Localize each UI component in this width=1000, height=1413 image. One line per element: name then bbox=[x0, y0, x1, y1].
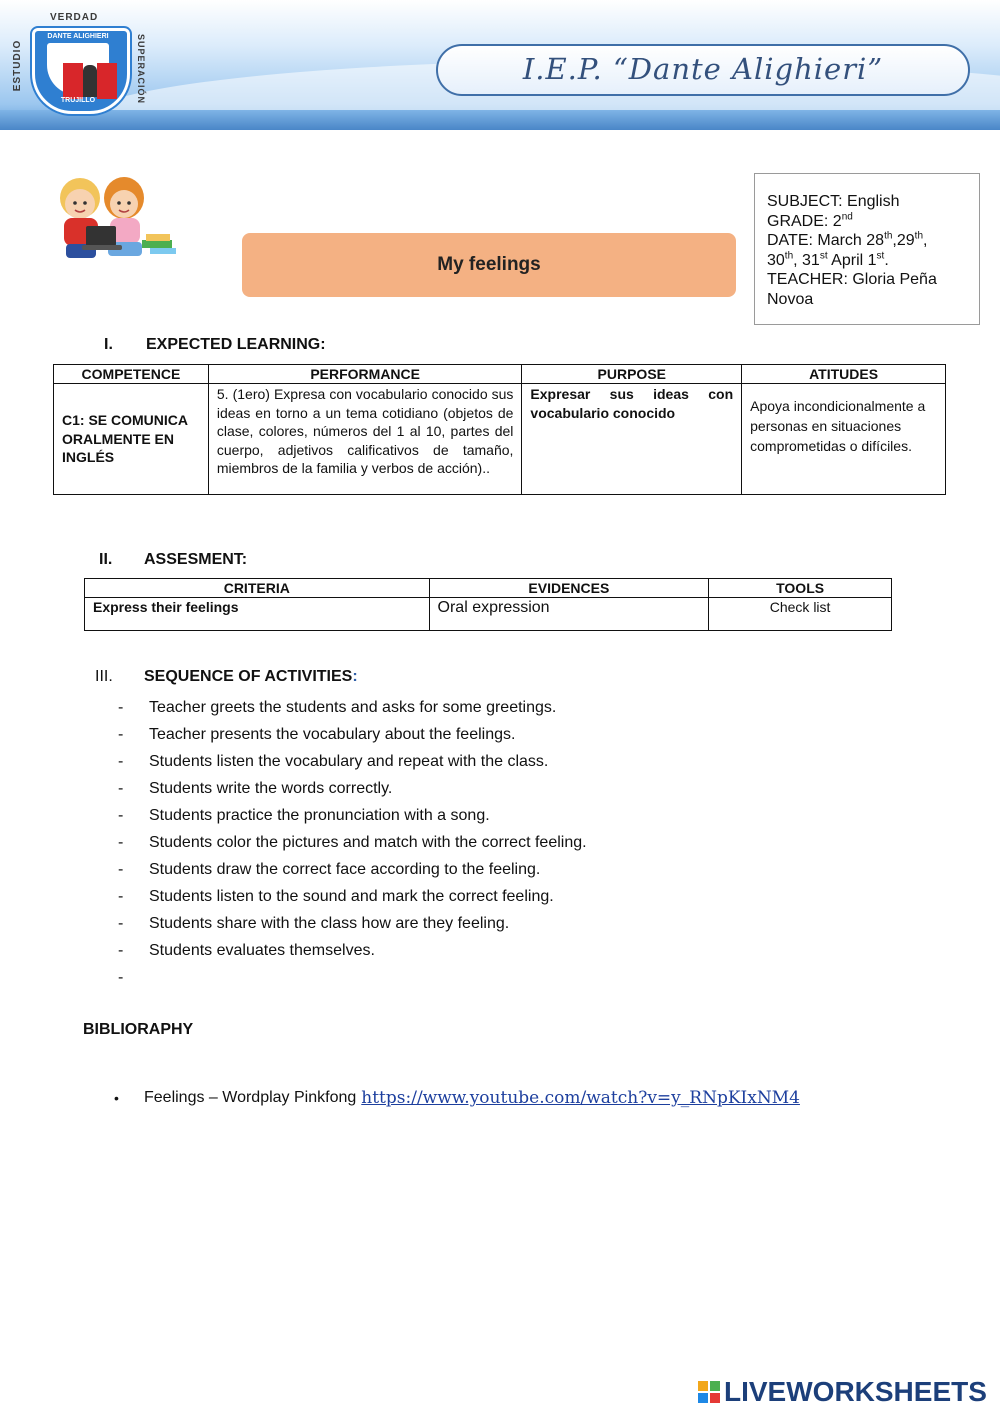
school-name: I.E.P. “Dante Alighieri” bbox=[522, 52, 884, 86]
table-header: ATITUDES bbox=[742, 365, 946, 384]
bullet: • bbox=[114, 1090, 119, 1106]
list-item: - Students listen to the sound and mark the correct feeling. bbox=[118, 888, 554, 906]
grade-line: GRADE: 2nd bbox=[767, 211, 853, 230]
date-line: DATE: March 28th,29th, bbox=[767, 230, 928, 249]
lesson-title: My feelings bbox=[437, 254, 541, 275]
attitudes-cell: Apoya incondicionalmente a personas en situaciones comprometidas o difíciles. bbox=[742, 384, 946, 495]
lesson-title-box bbox=[242, 233, 736, 297]
table-header: CRITERIA bbox=[85, 579, 430, 598]
section-heading-assessment bbox=[99, 551, 247, 569]
bibliography-text: Feelings – Wordplay Pinkfong bbox=[144, 1089, 357, 1106]
tools-cell: Check list bbox=[709, 598, 892, 631]
list-item: - Students write the words correctly. bbox=[118, 779, 393, 797]
table-header: PERFORMANCE bbox=[208, 365, 522, 384]
subject-line: SUBJECT: English bbox=[767, 193, 900, 210]
list-item: - Students draw the correct face according to the feeling. bbox=[118, 861, 541, 879]
date-line-2: 30th, 31st April 1st. bbox=[767, 250, 889, 269]
list-item: - Students evaluates themselves. bbox=[118, 942, 375, 960]
evidences-cell: Oral expression bbox=[429, 598, 709, 631]
activities-list bbox=[118, 694, 818, 992]
section-number: III. bbox=[95, 668, 113, 685]
logo-squares-icon bbox=[698, 1381, 720, 1403]
section-number: II. bbox=[99, 551, 113, 568]
section-heading-expected-learning bbox=[104, 336, 326, 354]
section-title: EXPECTED LEARNING: bbox=[146, 336, 326, 353]
table-header: EVIDENCES bbox=[429, 579, 709, 598]
crest-motto-left: ESTUDIO bbox=[12, 39, 24, 92]
crest-inner-text: DANTE ALIGHIERI bbox=[47, 33, 109, 40]
bibliography-link[interactable]: https://www.youtube.com/watch?v=y_RNpKIxNM4 bbox=[361, 1088, 800, 1108]
assessment-table bbox=[84, 578, 892, 631]
list-item: - Students share with the class how are they feeling. bbox=[118, 915, 510, 933]
bibliography-item bbox=[114, 1088, 800, 1108]
liveworksheets-logo[interactable] bbox=[698, 1376, 987, 1408]
competence-cell: C1: SE COMUNICA ORALMENTE EN INGLÉS bbox=[54, 384, 209, 495]
list-item: - Students color the pictures and match with the correct feeling. bbox=[118, 834, 587, 852]
table-header: PURPOSE bbox=[522, 365, 742, 384]
crest-motto-right: SUPERACIÓN bbox=[136, 33, 147, 105]
kids-laptop-illustration bbox=[50, 170, 180, 265]
list-item: - Students practice the pronunciation with a song. bbox=[118, 806, 490, 824]
list-item: - bbox=[118, 969, 124, 987]
teacher-line: TEACHER: Gloria Peña bbox=[767, 271, 937, 288]
table-row bbox=[85, 598, 892, 631]
school-name-plate bbox=[436, 44, 970, 96]
list-item: - Teacher greets the students and asks for some greetings. bbox=[118, 698, 557, 716]
lesson-info-box bbox=[754, 173, 980, 325]
table-row bbox=[54, 384, 946, 495]
table-header-row bbox=[54, 365, 946, 384]
logo-text: LIVEWORKSHEETS bbox=[724, 1376, 987, 1407]
purpose-cell: Expresar sus ideas con vocabulario conocido bbox=[522, 384, 742, 495]
table-header: TOOLS bbox=[709, 579, 892, 598]
crest-motto-top: VERDAD bbox=[50, 12, 99, 23]
section-heading-activities bbox=[95, 668, 358, 686]
crest-bottom-text: TRUJILLO bbox=[60, 97, 96, 104]
criteria-cell: Express their feelings bbox=[85, 598, 430, 631]
school-crest-logo bbox=[32, 28, 130, 114]
section-title: ASSESMENT: bbox=[144, 551, 248, 568]
header-banner bbox=[0, 0, 1000, 130]
expected-learning-table bbox=[53, 364, 946, 495]
bibliography-heading: BIBLIORAPHY bbox=[83, 1021, 194, 1038]
table-header: COMPETENCE bbox=[54, 365, 209, 384]
list-item: - Teacher presents the vocabulary about the feelings. bbox=[118, 725, 516, 743]
section-number: I. bbox=[104, 336, 113, 353]
banner-stripe bbox=[0, 110, 1000, 130]
section-title-colon: : bbox=[352, 668, 358, 685]
list-item: - Students listen the vocabulary and repeat with the class. bbox=[118, 752, 549, 770]
performance-cell: 5. (1ero) Expresa con vocabulario conocido sus ideas en torno a un tema cotidiano (objetos de clase, colores, números del 1 al 10, partes del cuerpo, adjetivos calificativos de tamaño, miembros de la familia y verbos de acción).. bbox=[208, 384, 522, 495]
table-header-row bbox=[85, 579, 892, 598]
teacher-line-2: Novoa bbox=[767, 290, 814, 308]
section-title: SEQUENCE OF ACTIVITIES bbox=[144, 668, 353, 685]
